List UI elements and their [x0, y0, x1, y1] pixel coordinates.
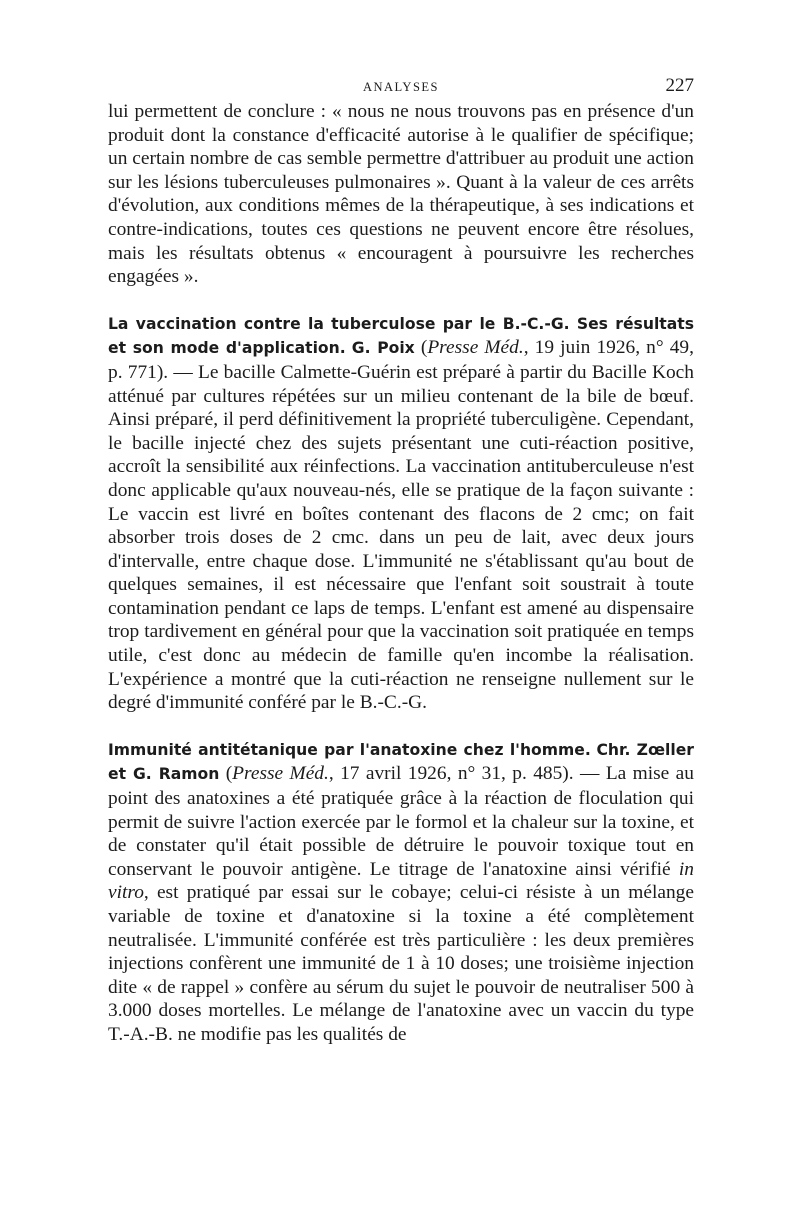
running-header — [108, 0, 694, 100]
article-2-title: Immunité antitétanique par l'anatoxine chez l'homme. — [108, 740, 591, 759]
article-1 — [108, 312, 694, 715]
continuation-paragraph: lui permettent de conclure : « nous ne nous trouvons pas en présence d'un produit dont la constance d'efficacité autorise à le qualifier de spécifique; un certain nombre de cas semble permettre d'attribuer au produit une action sur les lésions tuberculeuses pulmonaires ». Quant à la valeur de ces arrêts d'évolution, aux conditions mêmes de la thérapeutique, à ses indications et contre-indications, toutes ces questions ne peuvent encore être résolues, mais les résultats obtenus « encouragent à poursuivre les recherches engagées ». — [108, 101, 694, 288]
document-page — [108, 0, 694, 1047]
body-text — [108, 100, 694, 1047]
article-1-title: La vaccination contre la tuberculose par le B.-C.-G. Ses résultats et son mode d'application. — [108, 314, 694, 358]
article-1-authors: G. Poix — [351, 339, 415, 358]
article-1-body: — Le bacille Calmette-Guérin est préparé à partir du Bacille Koch atténué par cultures répétées sur un milieu contenant de la bile de bœuf. Ainsi préparé, il perd définitivement la propriété tuberculigène. Cependant, le bacille injecté chez des sujets présentant une cuti-réaction positive, accroît la sensibilité aux réinfections. La vaccination antituberculeuse n'est donc applicable qu'aux nouveau-nés, elle se pratique de la façon suivante : Le vaccin est livré en boîtes contenant des flacons de 2 cmc; on fait absorber trois doses de 2 cmc. dans un peu de lait, avec deux jours d'intervalle, entre chaque dose. L'immunité ne s'établissant qu'au bout de quelques semaines, il est nécessaire que l'enfant soit soustrait à toute contamination pendant ce laps de temps. L'enfant est amené au dispensaire trop tardivement en général pour que la vaccination soit pratiquée en temps utile, c'est donc au médecin de famille qu'en incombe la réalisation. L'expérience a montré que la cuti-réaction ne renseigne nullement sur le degré d'immunité conféré par le B.-C.-G. — [108, 361, 694, 714]
article-2-body-part2: , est pratiqué par essai sur le cobaye; celui-ci résiste à un mélange variable de toxine et d'anatoxine si la toxine a été complètement neutralisée. L'immunité conférée est très particulière : les deux premières injections confèrent une immunité de 1 à 10 doses; une troisième injection dite « de rappel » confère au sérum du sujet le pouvoir de neutraliser 500 à 3.000 doses mortelles. Le mélange de l'anatoxine avec un vaccin du type T.-A.-B. ne modifie pas les qualités de — [108, 882, 694, 1045]
article-2-body-italic: in vitro — [108, 858, 694, 904]
article-2 — [108, 738, 694, 1047]
article-2-ref-open: ( — [225, 763, 233, 785]
article-2-journal: Presse Méd. — [232, 763, 329, 785]
page-number: 227 — [665, 75, 694, 96]
article-2-authors: Chr. Zœller et G. Ramon — [108, 740, 694, 784]
article-2-body-part1: — La mise au point des anatoxines a été pratiquée grâce à la réaction de floculation qui permit de suivre l'action exercée par le formol et la chaleur sur la toxine, et de constater qu'il était possible de détruire le pouvoir toxique tout en conservant le pouvoir antigène. Le titrage de l'anatoxine ainsi vérifié — [108, 763, 694, 880]
running-title: ANALYSES — [362, 80, 440, 94]
article-1-ref-open: ( — [420, 337, 428, 359]
article-1-ref-details: , 19 juin 1926, n° 49, p. 771). — [108, 337, 694, 383]
article-1-journal: Presse Méd. — [427, 337, 524, 359]
article-2-ref-details: , 17 avril 1926, n° 31, p. 485). — [328, 763, 574, 785]
